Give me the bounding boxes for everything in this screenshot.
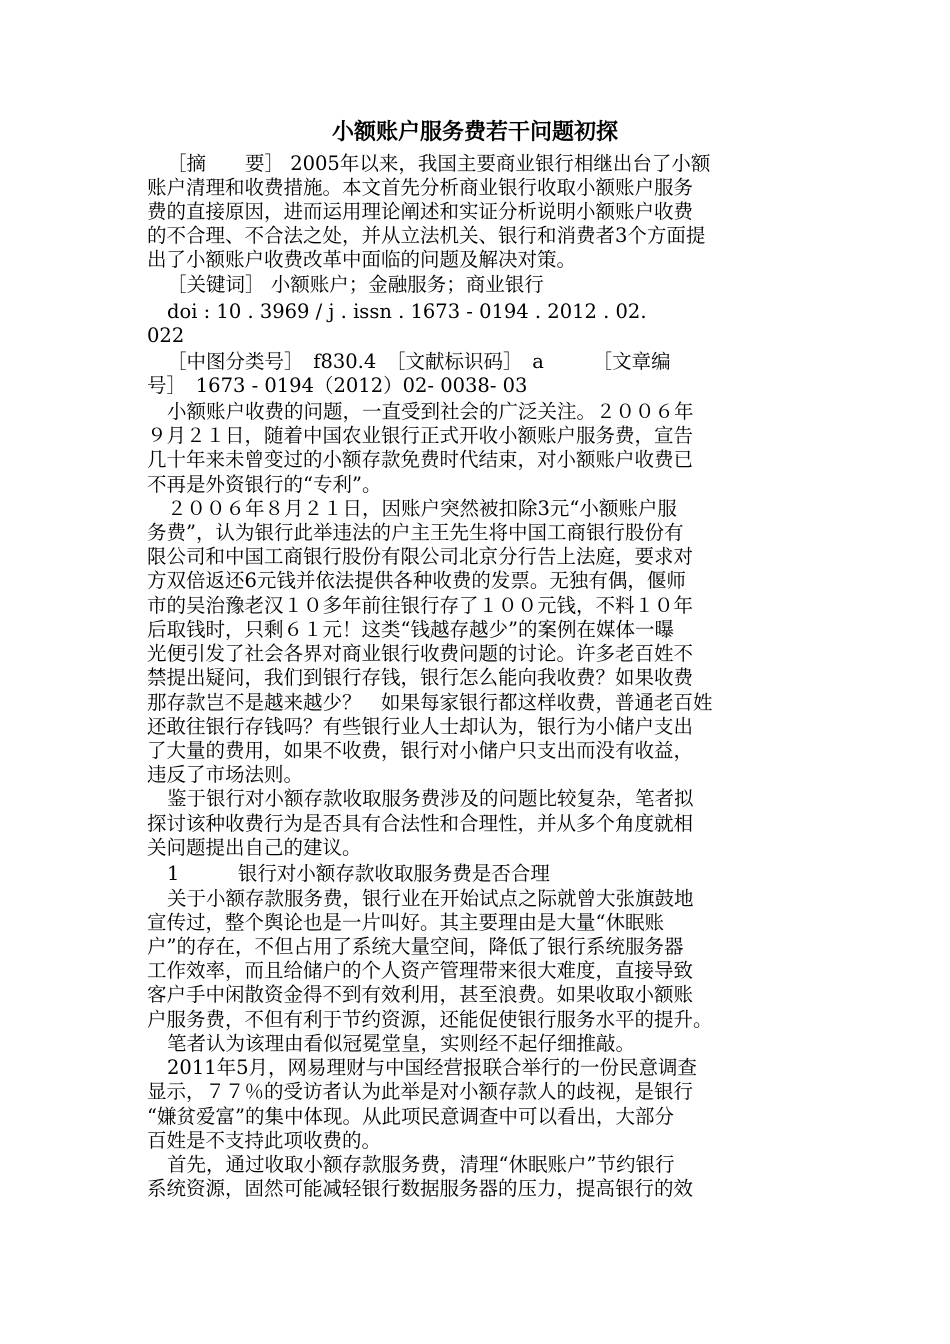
body-line: 户服务费，不但有利于节约资源，还能促使银行服务水平的提升。 [147,1008,713,1031]
body-line: 2011年5月，网易理财与中国经营报联合举行的一份民意调查 [167,1056,698,1079]
body-line: ２００６年８月２１日，因账户突然被扣除3元“小额账户服 [167,497,677,520]
body-line: 系统资源，固然可能减轻银行数据服务器的压力，提高银行的效 [147,1177,694,1200]
section-heading: 1 银行对小额存款收取服务费是否合理 [167,862,550,885]
body-line: 光便引发了社会各界对商业银行收费问题的讨论。许多老百姓不 [147,642,694,665]
body-line: 关问题提出自己的建议。 [147,836,362,859]
body-line: “嫌贫爱富”的集中体现。从此项民意调查中可以看出，大部分 [147,1105,674,1128]
body-line: 几十年来未曾变过的小额存款免费时代结束，对小额账户收费已 [147,448,694,471]
body-line: 限公司和中国工商银行股份有限公司北京分行告上法庭，要求对 [147,545,694,568]
body-line: 市的吴治豫老汉１０多年前往银行存了１００元钱，不料１０年 [147,594,694,617]
body-line: 后取钱时，只剩６１元！这类“钱越存越少”的案例在媒体一曝 [147,618,674,641]
body-line: 关于小额存款服务费，银行业在开始试点之际就曾大张旗鼓地 [167,887,694,910]
body-line: 违反了市场法则。 [147,763,304,786]
body-line: 不再是外资银行的“专利”。 [147,473,382,496]
abstract-line: 出了小额账户收费改革中面临的问题及解决对策。 [147,248,577,271]
doi-line: doi : 10 . 3969 / j . issn . 1673 - 0194 . 2012 . 02. [167,300,647,323]
body-line: 还敢往银行存钱吗？有些银行业人士却认为，银行为小储户支出 [147,715,694,738]
body-line: 工作效率，而且给储户的个人资产管理带来很大难度，直接导致 [147,959,694,982]
body-line: 了大量的费用，如果不收费，银行对小储户只支出而没有收益， [147,739,694,762]
body-line: 百姓是不支持此项收费的。 [147,1129,382,1152]
document-title: 小额账户服务费若干问题初探 [331,120,618,145]
body-line: 户”的存在，不但占用了系统大量空间，降低了银行系统服务器 [147,935,684,958]
doi-line: 022 [147,324,185,347]
body-line: 小额账户收费的问题，一直受到社会的广泛关注。２００６年 [167,400,694,423]
body-line: 鉴于银行对小额存款收取服务费涉及的问题比较复杂，笔者拟 [167,787,694,810]
body-line: 那存款岂不是越来越少？ 如果每家银行都这样收费，普通老百姓 [147,691,713,714]
keywords-line: ［关键词］ 小额账户；金融服务；商业银行 [167,273,544,296]
body-line: 显示，７７％的受访者认为此举是对小额存款人的歧视，是银行 [147,1080,694,1103]
abstract-line: 费的直接原因，进而运用理论阐述和实证分析说明小额账户收费 [147,200,694,223]
body-line: 宣传过，整个舆论也是一片叫好。其主要理由是大量“休眠账 [147,911,664,934]
classification-line: ［中图分类号］ f830.4 ［文献标识码］ a ［文章编 [167,350,671,373]
body-line: 探讨该种收费行为是否具有合法性和合理性，并从多个角度就相 [147,812,694,835]
body-line: 务费”，认为银行此举违法的户主王先生将中国工商银行股份有 [147,521,684,544]
abstract-line: 账户清理和收费措施。本文首先分析商业银行收取小额账户服务 [147,176,694,199]
abstract-line: ［摘 要］ 2005年以来，我国主要商业银行相继出台了小额 [167,152,711,175]
body-line: 禁提出疑问，我们到银行存钱，银行怎么能向我收费？如果收费 [147,666,694,689]
body-line: 首先，通过收取小额存款服务费，清理“休眠账户”节约银行 [167,1153,675,1176]
body-line: 笔者认为该理由看似冠冕堂皇，实则经不起仔细推敲。 [167,1032,636,1055]
body-line: 方双倍返还6元钱并依法提供各种收费的发票。无独有偶，偃师 [147,569,686,592]
classification-line: 号］ 1673 - 0194（2012）02- 0038- 03 [147,374,528,397]
body-line: ９月２１日，随着中国农业银行正式开收小额账户服务费，宣告 [147,424,694,447]
abstract-line: 的不合理、不合法之处，并从立法机关、银行和消费者3个方面提 [147,224,706,247]
body-line: 客户手中闲散资金得不到有效利用，甚至浪费。如果收取小额账 [147,983,694,1006]
